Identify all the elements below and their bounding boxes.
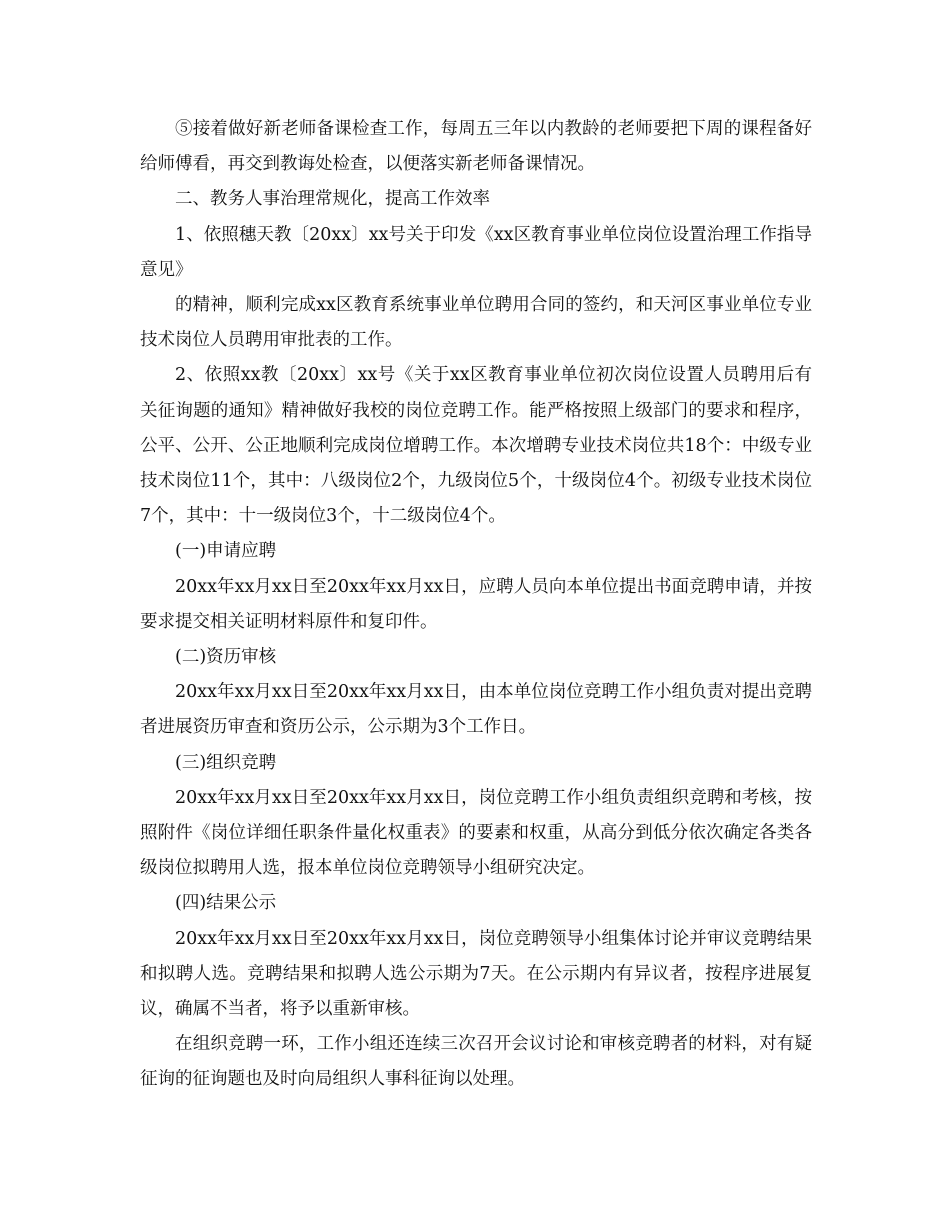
subheading-qualification: (二)资历审核 <box>175 647 277 668</box>
paragraph-1: ⑤接着做好新老师备课检查工作，每周五三年以内教龄的老师要把下周的课程备好给师傅看，再交到教诲处检查，以便落实新老师备课情况。 <box>140 119 812 175</box>
subheading-organize: (三)组织竞聘 <box>175 752 277 773</box>
paragraph-13: 20xx年xx月xx日至20xx年xx月xx日，岗位竞聘领导小组集体讨论并审议竞聘结果和拟聘人选。竞聘结果和拟聘人选公示期为7天。在公示期内有异议者，按程序进展复议，确属不当者，将予以重新审核。 <box>140 928 812 1020</box>
paragraph-3: 1、依照穗天教〔20xx〕xx号关于印发《xx区教育事业单位岗位设置治理工作指导意见》 <box>140 224 812 280</box>
paragraph-5: 2、依照xx教〔20xx〕xx号《关于xx区教育事业单位初次岗位设置人员聘用后有关征询题的通知》精神做好我校的岗位竞聘工作。能严格按照上级部门的要求和程序，公平、公开、公正地顺利完成岗位增聘工作。本次增聘专业技术岗位共18个：中级专业技术岗位11个，其中：八级岗位2个，九级岗位5个，十级岗位4个。初级专业技术岗位7个，其中：十一级岗位3个，十二级岗位4个。 <box>140 365 812 527</box>
paragraph-14: 在组织竞聘一环，工作小组还连续三次召开会议讨论和审核竞聘者的材料，对有疑征询的征询题也及时向局组织人事科征询以处理。 <box>140 1034 812 1090</box>
subheading-apply: (一)申请应聘 <box>175 541 277 562</box>
paragraph-7: 20xx年xx月xx日至20xx年xx月xx日，应聘人员向本单位提出书面竞聘申请，并按要求提交相关证明材料原件和复印件。 <box>140 576 812 632</box>
subheading-results: (四)结果公示 <box>175 893 277 914</box>
document-page <box>140 112 812 1098</box>
paragraph-11: 20xx年xx月xx日至20xx年xx月xx日，岗位竞聘工作小组负责组织竞聘和考核，按照附件《岗位详细任职条件量化权重表》的要素和权重，从高分到低分依次确定各类各级岗位拟聘用人选，报本单位岗位竞聘领导小组研究决定。 <box>140 787 812 879</box>
paragraph-4: 的精神，顺利完成xx区教育系统事业单位聘用合同的签约，和天河区事业单位专业技术岗位人员聘用审批表的工作。 <box>140 295 812 351</box>
section-heading-2: 二、教务人事治理常规化，提高工作效率 <box>175 189 490 210</box>
paragraph-9: 20xx年xx月xx日至20xx年xx月xx日，由本单位岗位竞聘工作小组负责对提出竞聘者进展资历审查和资历公示，公示期为3个工作日。 <box>140 682 812 738</box>
